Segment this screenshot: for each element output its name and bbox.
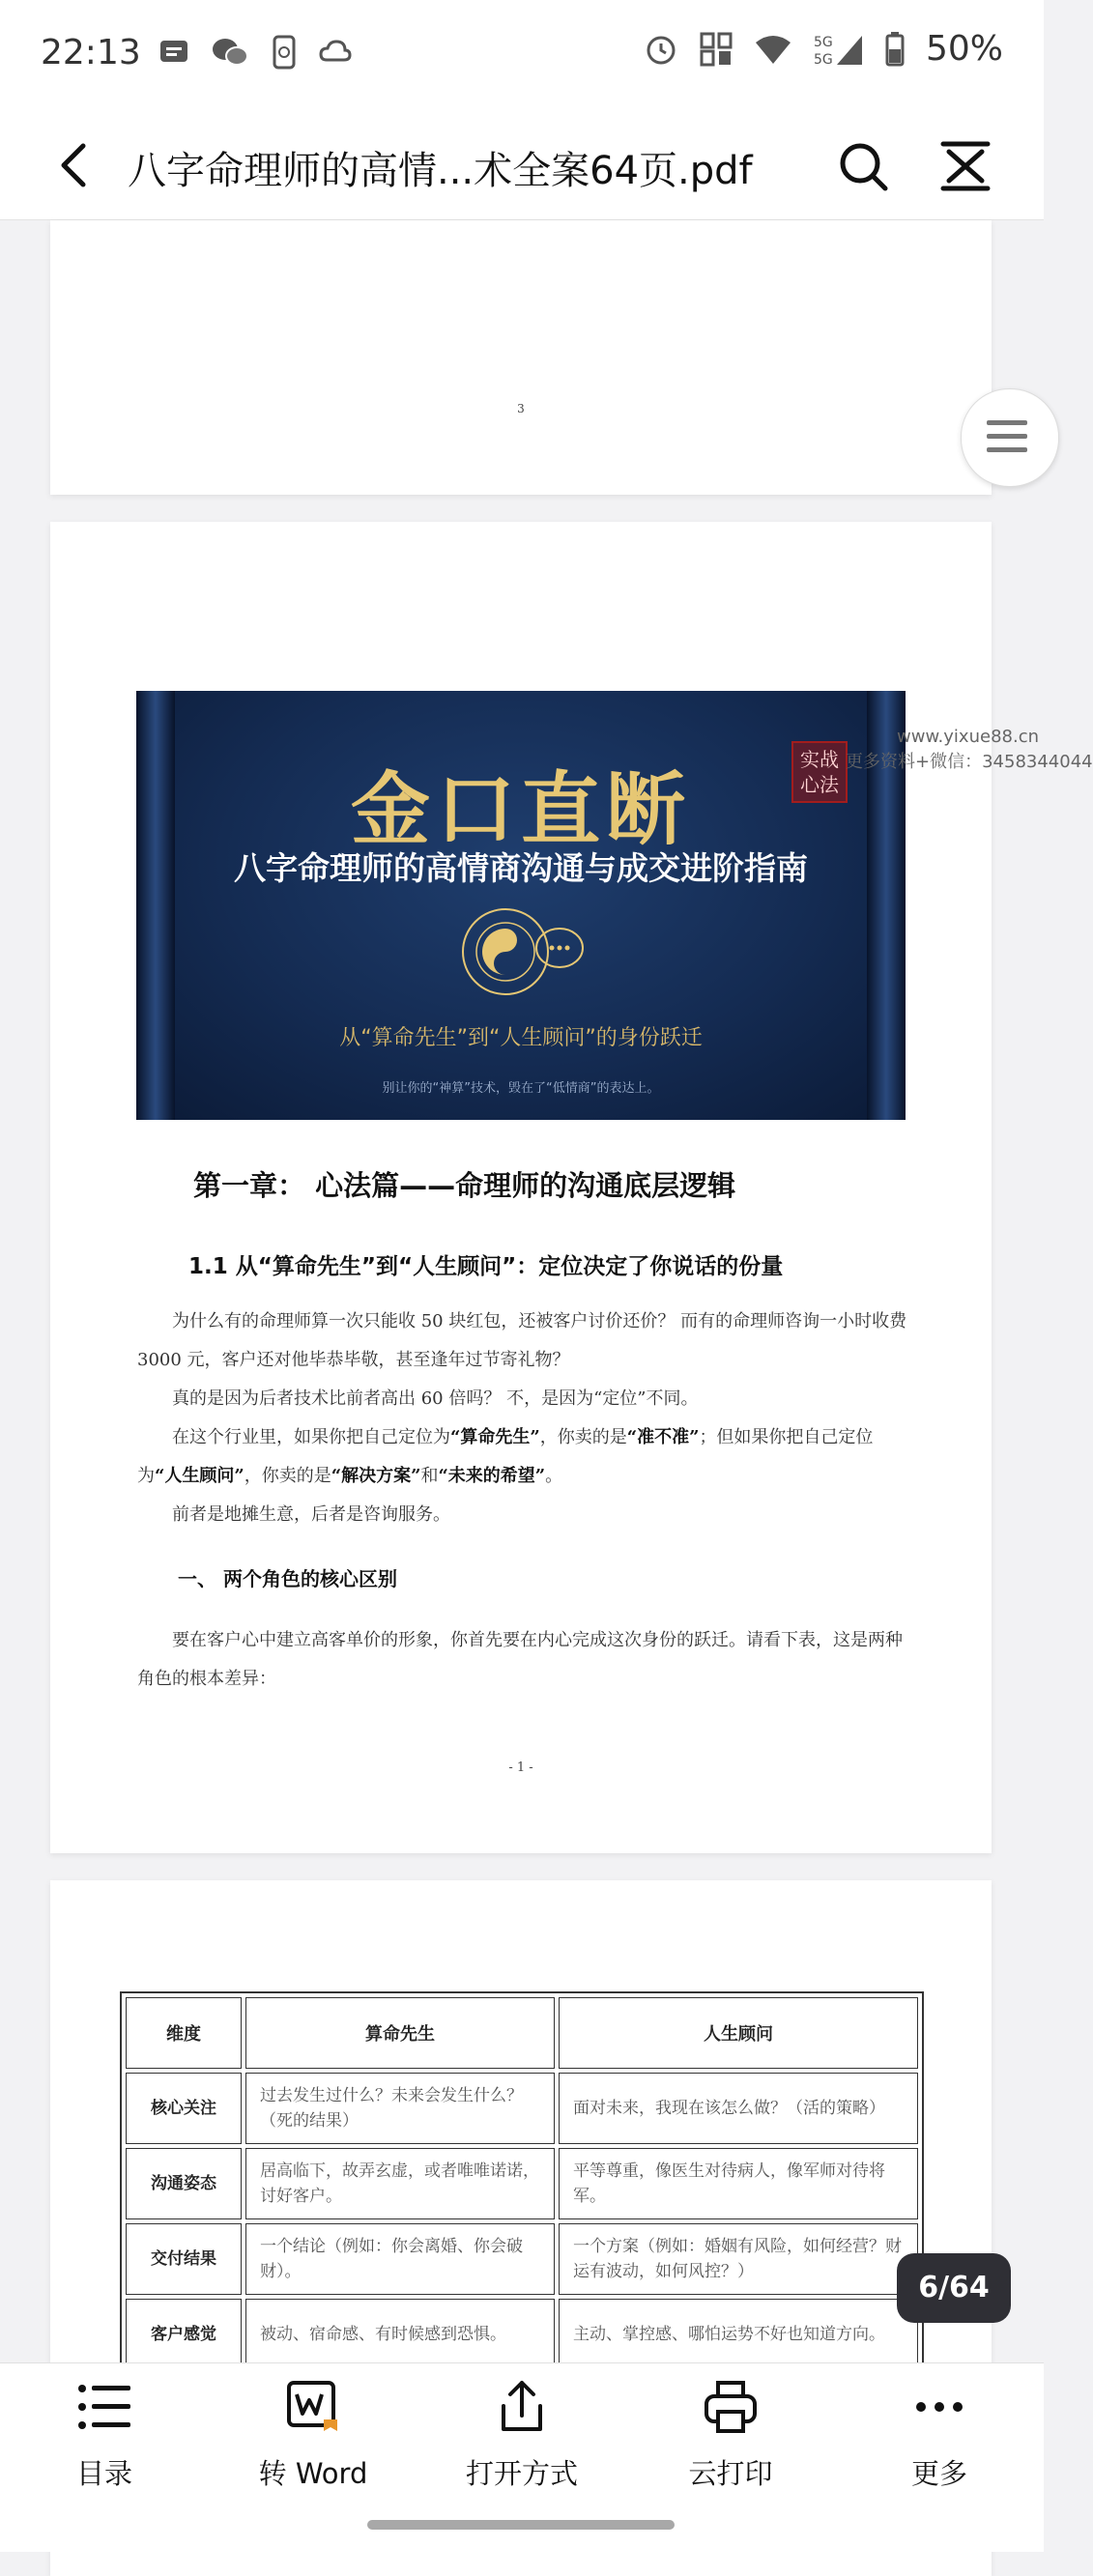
table-cell: 过去发生过什么？未来会发生什么？（死的结果） [245, 2073, 555, 2144]
cover-title: 金口直断 [350, 763, 691, 856]
text-run: ，你卖的是 [539, 1427, 627, 1447]
bagua-emblem-icon [455, 894, 587, 1010]
table-cell: 主动、掌控感、哪怕运势不好也知道方向。 [559, 2299, 918, 2370]
bold-text: “人生顾问” [155, 1466, 244, 1486]
chapter-heading: 第一章： 心法篇——命理师的沟通底层逻辑 [193, 1169, 736, 1202]
table-cell: 被动、宿命感、有时候感到恐惧。 [245, 2299, 555, 2370]
table-header: 算命先生 [245, 1997, 555, 2069]
text-run: ；但如果你把自己定位为 [137, 1427, 874, 1486]
table-header: 维度 [126, 1997, 242, 2069]
sub-heading: 一、 两个角色的核心区别 [178, 1567, 397, 1590]
paragraph [137, 1418, 914, 1496]
watermark [846, 725, 1093, 775]
paragraph: 前者是地摊生意，后者是咨询服务。 [172, 1504, 450, 1525]
toc-label: 目录 [75, 2457, 132, 2490]
open-with-label: 打开方式 [465, 2457, 578, 2490]
to-word-label: 转 Word [258, 2457, 368, 2490]
status-time: 22:13 [41, 33, 141, 72]
wechat-icon [211, 37, 249, 68]
printer-icon [701, 2377, 761, 2437]
paragraph: 真的是因为后者技术比前者高出 60 倍吗？ 不，是因为“定位”不同。 [172, 1388, 699, 1409]
paragraph: 为什么有的命理师算一次只能收 50 块红包，还被客户讨价还价？ 而有的命理师咨询一小时收费 3000 元，客户还对他毕恭毕敬，甚至逢年过节寄礼物？ [137, 1311, 907, 1370]
page-indicator: 6/64 [897, 2253, 1011, 2323]
text-run: ，你卖的是 [244, 1466, 331, 1486]
toc-button[interactable] [0, 2377, 209, 2512]
table-cell: 居高临下，故弄玄虚，或者唯唯诺诺，讨好客户。 [245, 2148, 555, 2219]
side-panel-handle[interactable] [961, 388, 1059, 487]
page-number: 3 [517, 402, 525, 415]
handle-line [987, 420, 1027, 425]
system-icons [644, 29, 1003, 69]
table-row [126, 2148, 918, 2219]
list-icon [74, 2377, 134, 2437]
table-header-row [126, 1997, 918, 2069]
table-header: 人生顾问 [559, 1997, 918, 2069]
pdf-page-current [50, 522, 992, 1853]
wifi-icon [754, 33, 792, 66]
paragraph: 要在客户心中建立高客单价的形象，你首先要在内心完成这次身份的跃迁。请看下表，这是两种角色的根本差异： [137, 1630, 903, 1689]
nfc-icon [700, 32, 733, 67]
more-label: 更多 [910, 2457, 967, 2490]
handle-line [987, 447, 1027, 452]
message-icon [158, 39, 189, 66]
table-cell: 客户感觉 [126, 2299, 242, 2370]
table-cell: 一个结论（例如：你会离婚、你会破财）。 [245, 2223, 555, 2295]
battery-percent: 50% [925, 29, 1003, 69]
cloud-print-button[interactable] [626, 2377, 835, 2512]
svg-text:5G: 5G [813, 51, 833, 68]
word-convert-icon [283, 2377, 343, 2437]
table-row [126, 2073, 918, 2144]
more-dots-icon [909, 2377, 969, 2437]
to-word-button[interactable] [209, 2377, 417, 2512]
table-cell: 平等尊重，像医生对待病人，像军师对待将军。 [559, 2148, 918, 2219]
watermark-line: www.yixue88.cn [897, 727, 1039, 747]
bold-text: “准不准” [626, 1427, 700, 1447]
page-number: - 1 - [508, 1760, 533, 1775]
table-row [126, 2223, 918, 2295]
collapse-toolbar-icon[interactable] [939, 140, 992, 192]
more-button[interactable] [835, 2377, 1044, 2512]
share-icon [492, 2377, 552, 2437]
text-run: 在这个行业里，如果你把自己定位为 [172, 1427, 450, 1447]
cover-banner [136, 691, 906, 1120]
comparison-table [120, 1991, 924, 2376]
status-bar [0, 0, 1044, 111]
open-with-button[interactable] [417, 2377, 626, 2512]
table-cell: 核心关注 [126, 2073, 242, 2144]
cover-small-text: 别让你的“神算”技术，毁在了“低情商”的表达上。 [382, 1081, 660, 1096]
bold-text: “算命先生” [450, 1427, 540, 1447]
text-run: 。 [545, 1466, 563, 1486]
document-title: 八字命理师的高情...术全案64页.pdf [128, 149, 753, 193]
cloud-print-label: 云打印 [688, 2457, 773, 2490]
text-run: 和 [420, 1466, 439, 1486]
watermark-line: 更多资料+微信：3458344044 [846, 752, 1093, 772]
alarm-icon [644, 32, 678, 67]
bold-text: “未来的希望” [438, 1466, 546, 1486]
table-cell: 面对未来，我现在该怎么做？（活的策略） [559, 2073, 918, 2144]
table-row [126, 2299, 918, 2370]
cloud-icon [319, 39, 352, 66]
battery-icon [885, 32, 905, 67]
cover-tagline: 从“算命先生”到“人生顾问”的身份跃迁 [339, 1026, 703, 1050]
notification-icons [158, 35, 352, 70]
svg-text:5G: 5G [813, 34, 833, 50]
home-indicator[interactable] [367, 2520, 675, 2530]
search-icon[interactable] [837, 140, 889, 192]
table-cell: 沟通姿态 [126, 2148, 242, 2219]
signal-icon [814, 32, 864, 67]
table-cell: 交付结果 [126, 2223, 242, 2295]
red-seal: 实战心法 [791, 741, 848, 803]
table-cell: 一个方案（例如：婚姻有风险，如何经营？财运有波动，如何风控？） [559, 2223, 918, 2295]
app-bar [0, 111, 1044, 220]
cover-subtitle: 八字命理师的高情商沟通与成交进阶指南 [234, 849, 808, 887]
handle-line [987, 434, 1027, 439]
phone-sync-icon [271, 35, 298, 70]
back-icon[interactable] [50, 138, 99, 192]
section-heading: 1.1 从“算命先生”到“人生顾问”：定位决定了你说话的份量 [188, 1254, 784, 1279]
bold-text: “解决方案” [331, 1466, 421, 1486]
pdf-page-previous [50, 220, 992, 495]
